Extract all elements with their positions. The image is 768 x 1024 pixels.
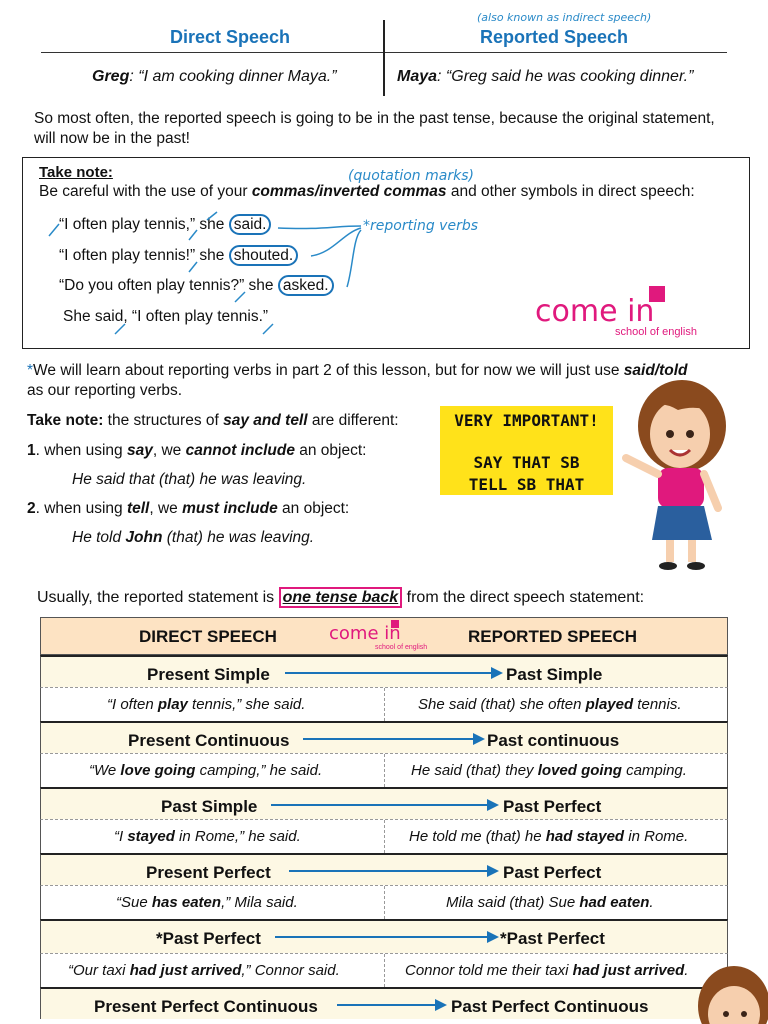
take-note-box	[22, 157, 750, 349]
reported-speech-note: (also known as indirect speech)	[477, 11, 652, 24]
example-reported: She said (that) she often played tennis.	[418, 696, 682, 713]
table-header	[40, 617, 728, 655]
arrow-icon	[271, 804, 497, 806]
take-note-line: Be careful with the use of your commas/inverted commas and other symbols in direct speech:	[39, 183, 695, 200]
tense-to: Past continuous	[487, 731, 620, 750]
rule-tell: 2. when using tell, we must include an object:	[27, 500, 350, 517]
example-asked: “Do you often play tennis?” she asked.	[59, 277, 334, 295]
teacher-illustration	[618, 378, 738, 574]
example-reported: He said (that) they loved going camping.	[411, 762, 687, 779]
example-she-said: She said, “I often play tennis.”	[63, 308, 269, 325]
col-direct-speech: DIRECT SPEECH	[139, 627, 277, 646]
example-direct: “I often play tennis,” she said.	[107, 696, 306, 713]
teacher-peek-illustration	[694, 966, 768, 1024]
rule-say: 1. when using say, we cannot include an object:	[27, 442, 367, 459]
quotation-marks-annotation: (quotation marks)	[348, 168, 474, 184]
say-tell-note: Take note: the structures of say and tell are different:	[27, 412, 399, 429]
example-shouted: “I often play tennis!” she shouted.	[59, 247, 298, 265]
example-direct: “Our taxi had just arrived,” Connor said.	[68, 962, 340, 979]
arrow-icon	[303, 738, 483, 740]
example-row	[40, 953, 728, 987]
example-row	[40, 753, 728, 787]
example-reported: He told me (that) he had stayed in Rome.	[409, 828, 689, 845]
example-direct: “Sue has eaten,” Mila said.	[116, 894, 298, 911]
column-divider	[383, 20, 385, 96]
example-reported: Connor told me their taxi had just arrived.	[405, 962, 689, 979]
tense-table	[40, 617, 728, 1019]
tense-from: *Past Perfect	[156, 929, 261, 948]
tense-row	[40, 655, 728, 687]
reported-speech-heading: Reported Speech	[480, 27, 629, 47]
reporting-verbs-annotation: *reporting verbs	[363, 218, 479, 234]
tense-to: Past Perfect	[503, 797, 602, 816]
very-important-box: VERY IMPORTANT! SAY THAT SB TELL SB THAT	[440, 406, 613, 495]
direct-speech-heading: Direct Speech	[170, 27, 291, 47]
tense-row	[40, 787, 728, 819]
reporting-verbs-note: *We will learn about reporting verbs in part 2 of this lesson, but for now we will just use said/told as our reporting verbs.	[27, 362, 688, 399]
example-row	[40, 885, 728, 919]
reported-example: Maya: “Greg said he was cooking dinner.”	[397, 68, 694, 85]
tense-to: Past Perfect Continuous	[451, 997, 649, 1016]
arrow-icon	[289, 870, 497, 872]
example-direct: “I stayed in Rome,” he said.	[114, 828, 301, 845]
tense-to: *Past Perfect	[500, 929, 605, 948]
tense-row	[40, 919, 728, 953]
take-note-heading: Take note:	[39, 164, 113, 181]
example-direct: “We love going camping,” he said.	[89, 762, 323, 779]
arrow-icon	[337, 1004, 445, 1006]
rule-say-example: He said that (that) he was leaving.	[72, 471, 307, 488]
table-logo: come in school of english	[329, 620, 439, 654]
tense-intro: Usually, the reported statement is one tense back from the direct speech statement:	[37, 589, 645, 606]
example-said: “I often play tennis,” she said.	[59, 216, 271, 234]
tense-from: Present Simple	[147, 665, 270, 684]
example-divider	[384, 754, 385, 787]
example-divider	[384, 688, 385, 721]
example-row	[40, 687, 728, 721]
tense-to: Past Perfect	[503, 863, 602, 882]
tense-row	[40, 721, 728, 753]
come-in-logo: come in school of english	[535, 286, 715, 342]
arrow-icon	[275, 936, 497, 938]
tense-from: Present Perfect Continuous	[94, 997, 318, 1016]
arrow-icon	[285, 672, 501, 674]
example-row	[40, 819, 728, 853]
tense-from: Past Simple	[161, 797, 258, 816]
col-reported-speech: REPORTED SPEECH	[468, 627, 638, 646]
tense-to: Past Simple	[506, 665, 603, 684]
intro-text: So most often, the reported speech is going to be in the past tense, because the original statement, will now be in the past!	[34, 110, 715, 147]
tense-row	[40, 987, 728, 1019]
example-reported: Mila said (that) Sue had eaten.	[446, 894, 654, 911]
direct-example: Greg: “I am cooking dinner Maya.”	[92, 68, 337, 85]
tense-from: Present Continuous	[128, 731, 290, 750]
tense-row	[40, 853, 728, 885]
example-divider	[384, 886, 385, 919]
tense-from: Present Perfect	[146, 863, 271, 882]
example-divider	[384, 954, 385, 987]
rule-tell-example: He told John (that) he was leaving.	[72, 529, 315, 546]
example-divider	[384, 820, 385, 853]
